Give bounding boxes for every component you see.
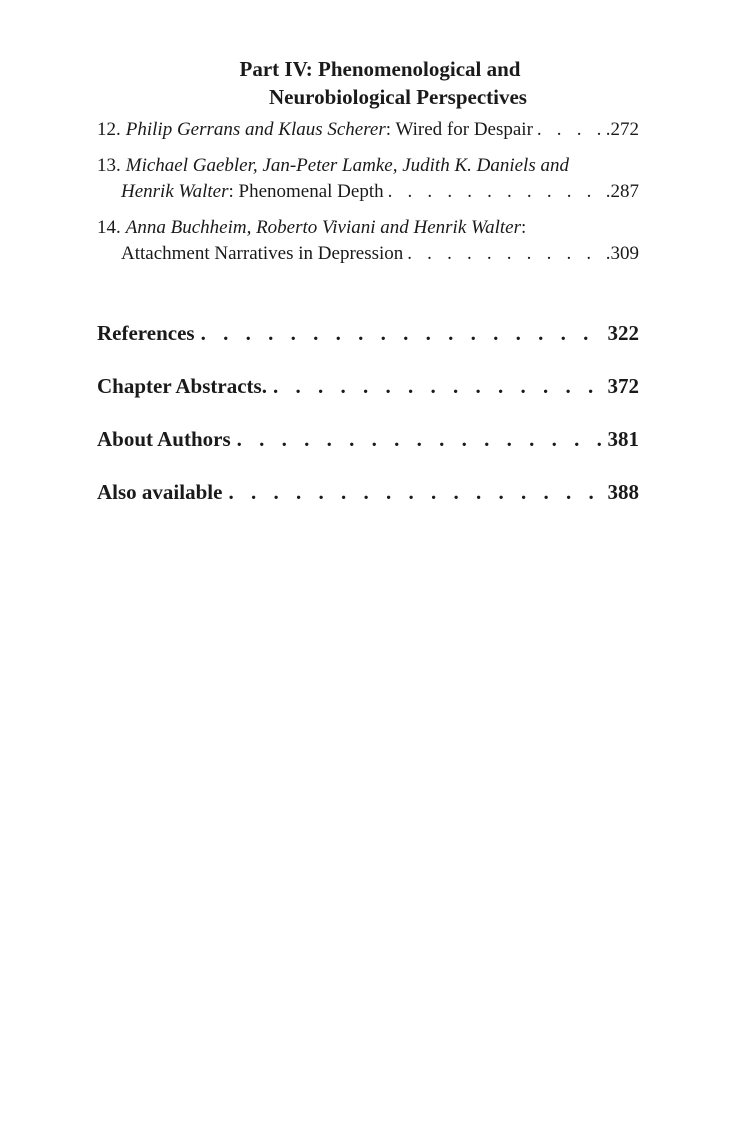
chapter-page-number: .287	[605, 181, 639, 202]
chapter-title: : Wired for Despair	[385, 119, 533, 140]
back-matter-list	[97, 319, 639, 506]
back-matter-label: About Authors	[97, 427, 231, 451]
back-matter-page-number: 322	[607, 321, 639, 345]
toc-entry-references[interactable]	[97, 319, 639, 347]
toc-entry-chapter-13[interactable]	[97, 153, 639, 205]
chapter-authors: Anna Buchheim, Roberto Viviani and Henrik Walter	[125, 217, 521, 238]
chapter-authors-continued: Henrik Walter	[121, 181, 229, 202]
chapter-title: Attachment Narratives in Depression	[121, 243, 404, 264]
toc-entry-also-available[interactable]	[97, 478, 639, 506]
chapter-number: 14.	[97, 217, 121, 238]
dot-leader	[273, 372, 602, 400]
dot-leader	[537, 117, 602, 143]
chapter-authors: Philip Gerrans and Klaus Scherer	[125, 119, 386, 140]
part-heading-line2: Neurobiological Perspectives	[269, 85, 527, 109]
dot-leader	[407, 241, 601, 267]
chapter-page-number: .309	[605, 243, 639, 264]
chapter-number: 12.	[97, 119, 121, 140]
toc-entry-about-authors[interactable]	[97, 425, 639, 453]
dot-leader	[228, 478, 601, 506]
back-matter-page-number: 372	[607, 374, 639, 398]
table-of-contents	[97, 55, 639, 531]
back-matter-label: Also available	[97, 480, 223, 504]
dot-leader	[237, 425, 602, 453]
chapter-page-number: .272	[605, 119, 639, 140]
chapter-number: 13.	[97, 155, 121, 176]
back-matter-label: References	[97, 321, 195, 345]
back-matter-label: Chapter Abstracts.	[97, 374, 267, 398]
toc-entry-chapter-abstracts[interactable]	[97, 372, 639, 400]
back-matter-page-number: 381	[607, 427, 639, 451]
part-heading	[121, 55, 639, 111]
toc-entry-chapter-12[interactable]	[97, 117, 639, 143]
back-matter-page-number: 388	[607, 480, 639, 504]
dot-leader	[388, 179, 602, 205]
part-heading-line1: Part IV: Phenomenological and	[239, 57, 521, 81]
chapter-title-separator: :	[520, 217, 527, 238]
chapter-title: : Phenomenal Depth	[228, 181, 384, 202]
toc-entry-chapter-14[interactable]	[97, 215, 639, 267]
dot-leader	[201, 319, 602, 347]
chapter-authors: Michael Gaebler, Jan-Peter Lamke, Judith K. Daniels and	[125, 155, 569, 176]
